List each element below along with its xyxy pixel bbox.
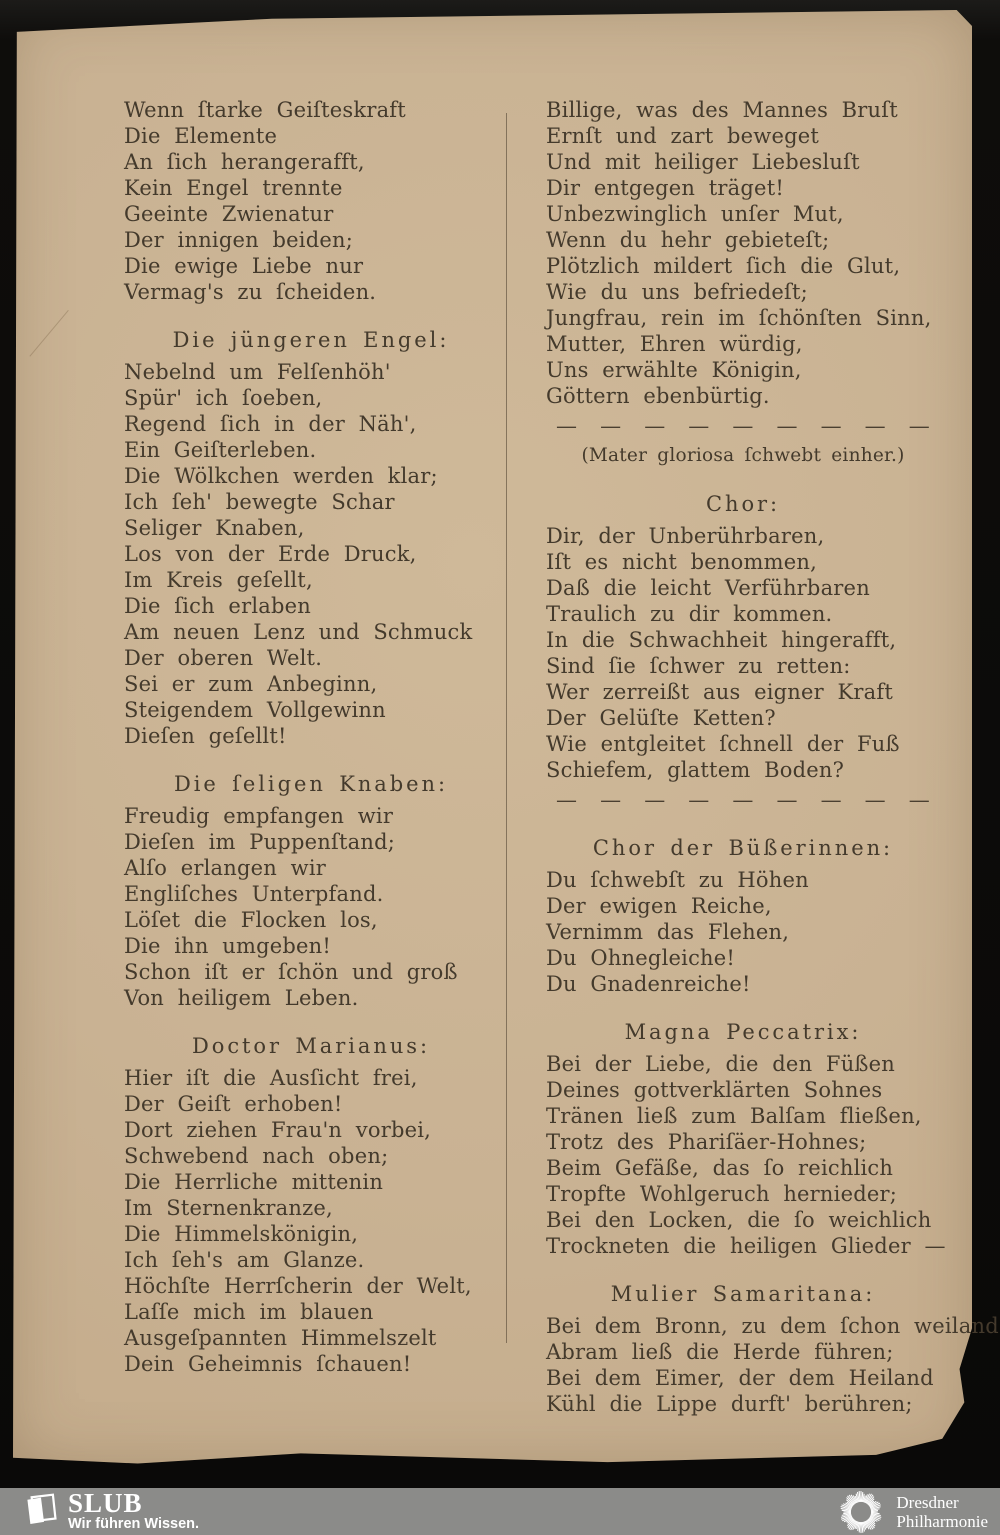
verse-line: Im Kreis geſellt,	[124, 568, 313, 592]
section-heading: Mulier Samaritana:	[610, 1282, 876, 1306]
slub-book-icon	[24, 1492, 58, 1528]
verse-line: Kühl die Lippe durft' berühren;	[546, 1392, 913, 1416]
verse-line: Dir, der Unberührbaren,	[546, 524, 825, 548]
verse-line: Trotz des Phariſäer-Hohnes;	[546, 1130, 867, 1154]
verse-line: Tränen ließ zum Balſam fließen,	[546, 1104, 922, 1128]
verse-line: Wie entgleitet ſchnell der Fuß	[546, 732, 900, 756]
verse-line: Die Himmelskönigin,	[124, 1222, 359, 1246]
verse-line: Daß die leicht Verführbaren	[546, 576, 870, 600]
verse-line: Regend ſich in der Näh',	[124, 412, 417, 436]
verse-line: Dein Geheimnis ſchauen!	[124, 1352, 412, 1376]
verse-line: Wie du uns befriedeſt;	[546, 280, 808, 304]
paper-crease	[29, 310, 68, 357]
verse-line: Sind ſie ſchwer zu retten:	[546, 654, 851, 678]
section-heading: Doctor Marianus:	[191, 1034, 431, 1058]
verse-line: Ausgeſpannten Himmelszelt	[124, 1326, 437, 1350]
verse-line: Im Sternenkranze,	[124, 1196, 333, 1220]
verse-line: Der Geiſt erhoben!	[124, 1092, 343, 1116]
verse-line: Göttern ebenbürtig.	[546, 384, 770, 408]
verse-line: Ich ſeh's am Glanze.	[124, 1248, 365, 1272]
verse-line: Du Ohnegleiche!	[546, 946, 736, 970]
verse-line: Bei der Liebe, die den Füßen	[546, 1052, 896, 1076]
verse-line: Die ihn umgeben!	[124, 934, 332, 958]
verse-line: Bei dem Eimer, der dem Heiland	[546, 1366, 934, 1390]
verse-line: In die Schwachheit hingerafft,	[546, 628, 897, 652]
dresdner-philharmonie-logo	[838, 1489, 1000, 1535]
verse-line: Wer zerreißt aus eigner Kraft	[546, 680, 894, 704]
verse-line: Die ewige Liebe nur	[124, 254, 364, 278]
section-heading: Chor:	[705, 492, 781, 516]
verse-line: Dieſen geſellt!	[124, 724, 287, 748]
verse-line: Los von der Erde Druck,	[124, 542, 417, 566]
verse-line: Seliger Knaben,	[124, 516, 305, 540]
verse-line: Spür' ich ſoeben,	[124, 386, 323, 410]
verse-line: Deines gottverklärten Sohnes	[546, 1078, 883, 1102]
text-column-right	[546, 97, 999, 1417]
verse-line: Billige, was des Mannes Bruſt	[546, 98, 898, 122]
verse-line: An ſich herangerafft,	[124, 150, 365, 174]
verse-line: Jungfrau, rein im ſchönſten Sinn,	[546, 306, 932, 330]
verse-line: Tropfte Wohlgeruch hernieder;	[546, 1182, 898, 1206]
verse-line: Ich ſeh' bewegte Schar	[124, 490, 395, 514]
verse-line: Abram ließ die Herde führen;	[546, 1340, 894, 1364]
verse-line: Freudig empfangen wir	[124, 804, 394, 828]
verse-line: Die Elemente	[124, 124, 278, 148]
verse-line: Schon iſt er ſchön und groß	[124, 960, 458, 984]
sunburst-icon	[838, 1489, 884, 1535]
slub-wordmark: SLUB	[68, 1488, 143, 1518]
column-divider-line	[506, 113, 507, 1343]
verse-line: Die Wölkchen werden klar;	[124, 464, 438, 488]
verse-line: Alſo erlangen wir	[124, 856, 327, 880]
dashed-separator: — — — — — — — — —	[556, 414, 930, 438]
verse-line: Du ſchwebſt zu Höhen	[546, 868, 809, 892]
verse-line: Wenn ſtarke Geiſteskraft	[124, 98, 406, 122]
verse-line: Laſſe mich im blauen	[124, 1300, 374, 1324]
verse-line: Uns erwählte Königin,	[546, 358, 802, 382]
verse-line: Ernſt und zart beweget	[546, 124, 820, 148]
verse-line: Sei er zum Anbeginn,	[124, 672, 378, 696]
verse-line: Der ewigen Reiche,	[546, 894, 772, 918]
verse-line: Von heiligem Leben.	[124, 986, 359, 1010]
verse-line: Kein Engel trennte	[124, 176, 343, 200]
verse-line: Löſet die Flocken los,	[124, 908, 378, 932]
verse-line: Nebelnd um Felſenhöh'	[124, 360, 391, 384]
verse-line: Dir entgegen träget!	[546, 176, 784, 200]
philharmonie-wordmark	[896, 1493, 988, 1531]
verse-line: Beim Gefäße, das ſo reichlich	[546, 1156, 894, 1180]
section-heading: Chor der Büßerinnen:	[592, 836, 894, 860]
slub-logo	[0, 1490, 199, 1533]
verse-line: Schwebend nach oben;	[124, 1144, 389, 1168]
verse-line: Engliſches Unterpfand.	[124, 882, 384, 906]
verse-line: Vermag's zu ſcheiden.	[124, 280, 377, 304]
dashed-separator: — — — — — — — — —	[556, 788, 930, 812]
footer-bar	[0, 1488, 1000, 1535]
verse-line: Trockneten die heiligen Glieder —	[546, 1234, 946, 1258]
verse-line: Mutter, Ehren würdig,	[546, 332, 803, 356]
verse-line: Du Gnadenreiche!	[546, 972, 751, 996]
philharmonie-line1: Dresdner	[896, 1492, 959, 1512]
verse-line: Bei den Locken, die ſo weichlich	[546, 1208, 932, 1232]
verse-line: Vernimm das Flehen,	[546, 920, 790, 944]
verse-line: Plötzlich mildert ſich die Glut,	[546, 254, 901, 278]
slub-tagline: Wir führen Wissen.	[68, 1516, 200, 1532]
verse-line: Die ſich erlaben	[124, 594, 312, 618]
verse-line: Der Gelüſte Ketten?	[546, 706, 776, 730]
verse-line: Geeinte Zwienatur	[124, 202, 334, 226]
stage-direction: (Mater gloriosa ſchwebt einher.)	[581, 445, 905, 466]
section-heading: Die jüngeren Engel:	[172, 328, 450, 352]
verse-line: Schiefem, glattem Boden?	[546, 758, 845, 782]
verse-line: Höchſte Herrſcherin der Welt,	[124, 1274, 472, 1298]
philharmonie-line2: Philharmonie	[896, 1511, 988, 1531]
section-heading: Magna Peccatrix:	[624, 1020, 862, 1044]
verse-line: Iſt es nicht benommen,	[546, 550, 817, 574]
verse-line: Ein Geiſterleben.	[124, 438, 317, 462]
verse-line: Dort ziehen Frau'n vorbei,	[124, 1118, 432, 1142]
section-heading: Die ſeligen Knaben:	[174, 772, 448, 796]
verse-line: Die Herrliche mittenin	[124, 1170, 384, 1194]
verse-line: Bei dem Bronn, zu dem ſchon weiland	[546, 1314, 999, 1338]
verse-line: Traulich zu dir kommen.	[546, 602, 833, 626]
verse-line: Der innigen beiden;	[124, 228, 354, 252]
verse-line: Dieſen im Puppenſtand;	[124, 830, 396, 854]
verse-line: Steigendem Vollgewinn	[124, 698, 386, 722]
text-column-left	[124, 97, 498, 1377]
verse-line: Am neuen Lenz und Schmuck	[124, 620, 473, 644]
verse-line: Und mit heiliger Liebesluſt	[546, 150, 860, 174]
verse-line: Wenn du hehr gebieteſt;	[546, 228, 830, 252]
verse-line: Der oberen Welt.	[124, 646, 323, 670]
verse-line: Hier iſt die Ausſicht frei,	[124, 1066, 418, 1090]
verse-line: Unbezwinglich unſer Mut,	[546, 202, 844, 226]
